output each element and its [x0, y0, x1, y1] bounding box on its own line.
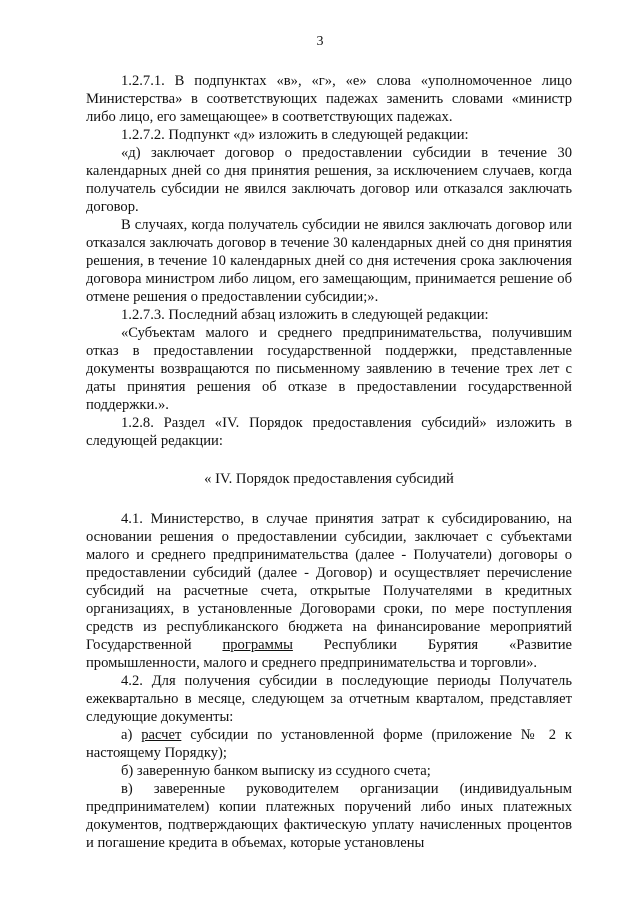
item-a-text: субсидии по установленной форме (приложение № 2 к настоящему Порядку);	[86, 727, 572, 761]
paragraph-item-b: б) заверенную банком выписку из ссудного счета;	[121, 763, 431, 779]
paragraph-4-1	[86, 510, 572, 672]
paragraph-documents-return: «Субъектам малого и среднего предпринимательства, получившим отказ в предоставлении государственной поддержки, представленные документы возвращаются по письменному заявлению в течение трех лет с даты принятия решения об отказе в предоставлении государственной поддержки.».	[86, 325, 572, 413]
paragraph-4-1-text-b: Республики Бурятия «Развитие промышленности, малого и среднего предпринимательства и торговли».	[86, 637, 572, 671]
section-heading: « IV. Порядок предоставления субсидий	[204, 471, 454, 487]
paragraph-1-2-7-3: 1.2.7.3. Последний абзац изложить в следующей редакции:	[121, 307, 489, 323]
program-link[interactable]: программы	[222, 637, 293, 653]
paragraph-4-1-text-a: 4.1. Министерство, в случае принятия затрат к субсидированию, на основании решения о предоставлении субсидии, заключает с субъектами малого и среднего предпринимательства (далее - Получатели) договоры о предоставлении субсидий (далее - Договор) и осуществляет перечисление субсидий на расчетные счета, открытые Получателями в кредитных организациях, в установленные Договорами сроки, по мере поступления средств из республиканского бюджета на финансирование мероприятий Государственной	[86, 511, 572, 653]
item-a-prefix: а)	[121, 727, 142, 743]
paragraph-4-2: 4.2. Для получения субсидии в последующие периоды Получатель ежеквартально в месяце, следующем за отчетным кварталом, представляет следующие документы:	[86, 673, 572, 725]
paragraph-1-2-7-1: 1.2.7.1. В подпунктах «в», «г», «е» слова «уполномоченное лицо Министерства» в соответствующих падежах заменить словами «министр либо лицо, его замещающее» в соответствующих падежах.	[86, 73, 572, 125]
paragraph-1-2-8: 1.2.8. Раздел «IV. Порядок предоставления субсидий» изложить в следующей редакции:	[86, 415, 572, 449]
page-number: 3	[316, 34, 324, 49]
paragraph-1-2-7-2: 1.2.7.2. Подпункт «д» изложить в следующей редакции:	[121, 127, 469, 143]
calculation-link[interactable]: расчет	[141, 727, 182, 743]
paragraph-subitem-d: «д) заключает договор о предоставлении субсидии в течение 30 календарных дней со дня принятия решения, за исключением случаев, когда получатель субсидии не явился заключать договор или отказался заключать договор.	[86, 145, 572, 215]
document-body	[86, 72, 572, 852]
paragraph-refusal-cases: В случаях, когда получатель субсидии не явился заключать договор или отказался заключать договор в течение 30 календарных дней со дня принятия решения, в течение 10 календарных дней со дня истечения срока заключения договора министром либо лицом, его замещающим, принимается решение об отмене решения о предоставлении субсидии;».	[86, 217, 572, 305]
paragraph-item-v: в) заверенные руководителем организации (индивидуальным предпринимателем) копии платежных поручений либо иных платежных документов, подтверждающих фактическую уплату начисленных процентов и погашение кредита в объемах, которые установлены	[86, 781, 572, 851]
paragraph-item-a	[86, 726, 572, 762]
